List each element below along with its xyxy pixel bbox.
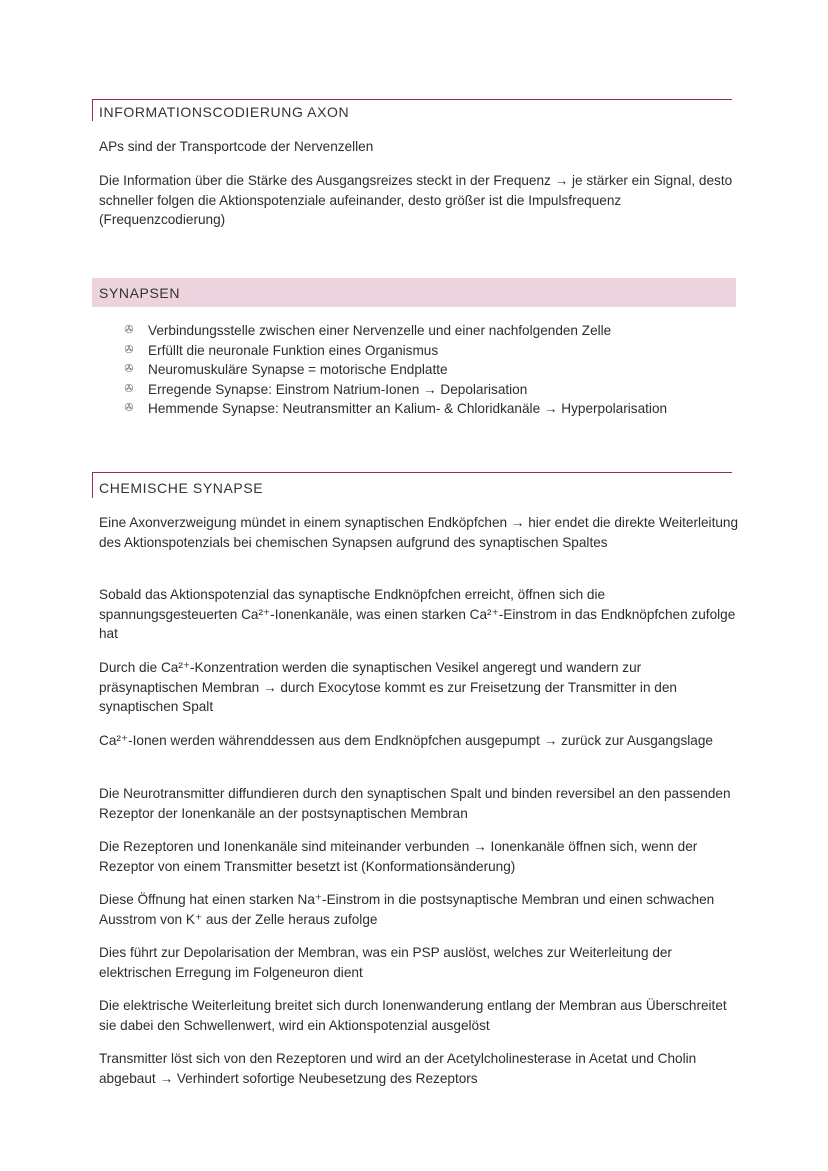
bullet-text: Erfüllt die neuronale Funktion eines Organismus xyxy=(148,342,439,358)
synapsen-heading-background xyxy=(92,278,736,307)
synapsen-bullet-list xyxy=(122,321,742,419)
bullet-item xyxy=(122,380,742,400)
axon-heading-rule xyxy=(92,99,732,100)
chemische-paragraph: Durch die Ca²⁺-Konzentration werden die synaptischen Vesikel angeregt und wandern zur präsynaptischen Membran → durch Exocytose kommt es zur Freisetzung der Transmitter in den synaptischen Spalt xyxy=(99,660,677,715)
bullet-icon: ✇ xyxy=(124,382,134,395)
chemische-heading: CHEMISCHE SYNAPSE xyxy=(99,480,264,496)
chemische-paragraph: Diese Öffnung hat einen starken Na⁺-Einstrom in die postsynaptische Membran und einen schwachen Ausstrom von K⁺ aus der Zelle heraus zufolge xyxy=(99,892,715,927)
chemische-paragraph: Die elektrische Weiterleitung breitet sich durch Ionenwanderung entlang der Membran aus Überschreitet sie dabei den Schwellenwert, wird ein Aktionspotenzial ausgelöst xyxy=(99,998,727,1033)
bullet-icon: ✇ xyxy=(124,402,134,415)
bullet-item xyxy=(122,399,742,419)
bullet-text: Hemmende Synapse: Neutransmitter an Kalium- & Chloridkanäle → Hyperpolarisation xyxy=(148,401,668,417)
axon-heading-tick xyxy=(92,99,93,121)
chemische-paragraph: Sobald das Aktionspotenzial das synaptische Endknöpfchen erreicht, öffnen sich die spannungsgesteuerten Ca²⁺-Ionenkanäle, was einen starken Ca²⁺-Einstrom in das Endknöpfchen zufolge hat xyxy=(99,587,736,642)
chemische-heading-rule xyxy=(92,472,732,473)
chemische-paragraph: Die Neurotransmitter diffundieren durch den synaptischen Spalt und binden reversibel an den passenden Rezeptor der Ionenkanäle an der postsynaptischen Membran xyxy=(99,786,731,821)
chemische-paragraph: Die Rezeptoren und Ionenkanäle sind miteinander verbunden → Ionenkanäle öffnen sich, wenn der Rezeptor von einem Transmitter besetzt ist (Konformationsänderung) xyxy=(99,839,698,874)
bullet-text: Verbindungsstelle zwischen einer Nervenzelle und einer nachfolgenden Zelle xyxy=(148,323,612,338)
axon-paragraph-1: APs sind der Transportcode der Nervenzellen xyxy=(99,139,374,154)
bullet-text: Neuromuskuläre Synapse = motorische Endplatte xyxy=(148,362,448,378)
synapsen-heading: SYNAPSEN xyxy=(99,285,181,301)
axon-heading: INFORMATIONSCODIERUNG AXON xyxy=(99,104,350,120)
bullet-item xyxy=(122,360,742,380)
chemische-paragraph: Eine Axonverzweigung mündet in einem synaptischen Endköpfchen → hier endet die direkte Weiterleitung des Aktionspotenzials bei chemischen Synapsen aufgrund des synaptischen Spaltes xyxy=(99,515,739,550)
chemische-heading-tick xyxy=(92,472,93,498)
chemische-paragraph: Transmitter löst sich von den Rezeptoren und wird an der Acetylcholinesterase in Acetat und Cholin abgebaut → Verhindert sofortige Neubesetzung des Rezeptors xyxy=(99,1051,697,1086)
bullet-text: Erregende Synapse: Einstrom Natrium-Ionen → Depolarisation xyxy=(148,381,528,397)
bullet-icon: ✇ xyxy=(124,343,134,356)
bullet-item xyxy=(122,321,742,341)
bullet-item xyxy=(122,341,742,361)
chemische-paragraph: Ca²⁺-Ionen werden währenddessen aus dem Endknöpfchen ausgepumpt → zurück zur Ausgangslage xyxy=(99,733,713,748)
bullet-icon: ✇ xyxy=(124,324,134,336)
chemische-paragraph: Dies führt zur Depolarisation der Membran, was ein PSP auslöst, welches zur Weiterleitung der elektrischen Erregung im Folgeneuron dient xyxy=(99,945,672,980)
bullet-icon: ✇ xyxy=(124,363,134,376)
axon-paragraph-2: Die Information über die Stärke des Ausgangsreizes steckt in der Frequenz → je stärker ein Signal, desto schneller folgen die Aktionspotenziale aufeinander, desto größer ist die Impulsfrequenz (Frequenzcodierung) xyxy=(99,173,733,228)
